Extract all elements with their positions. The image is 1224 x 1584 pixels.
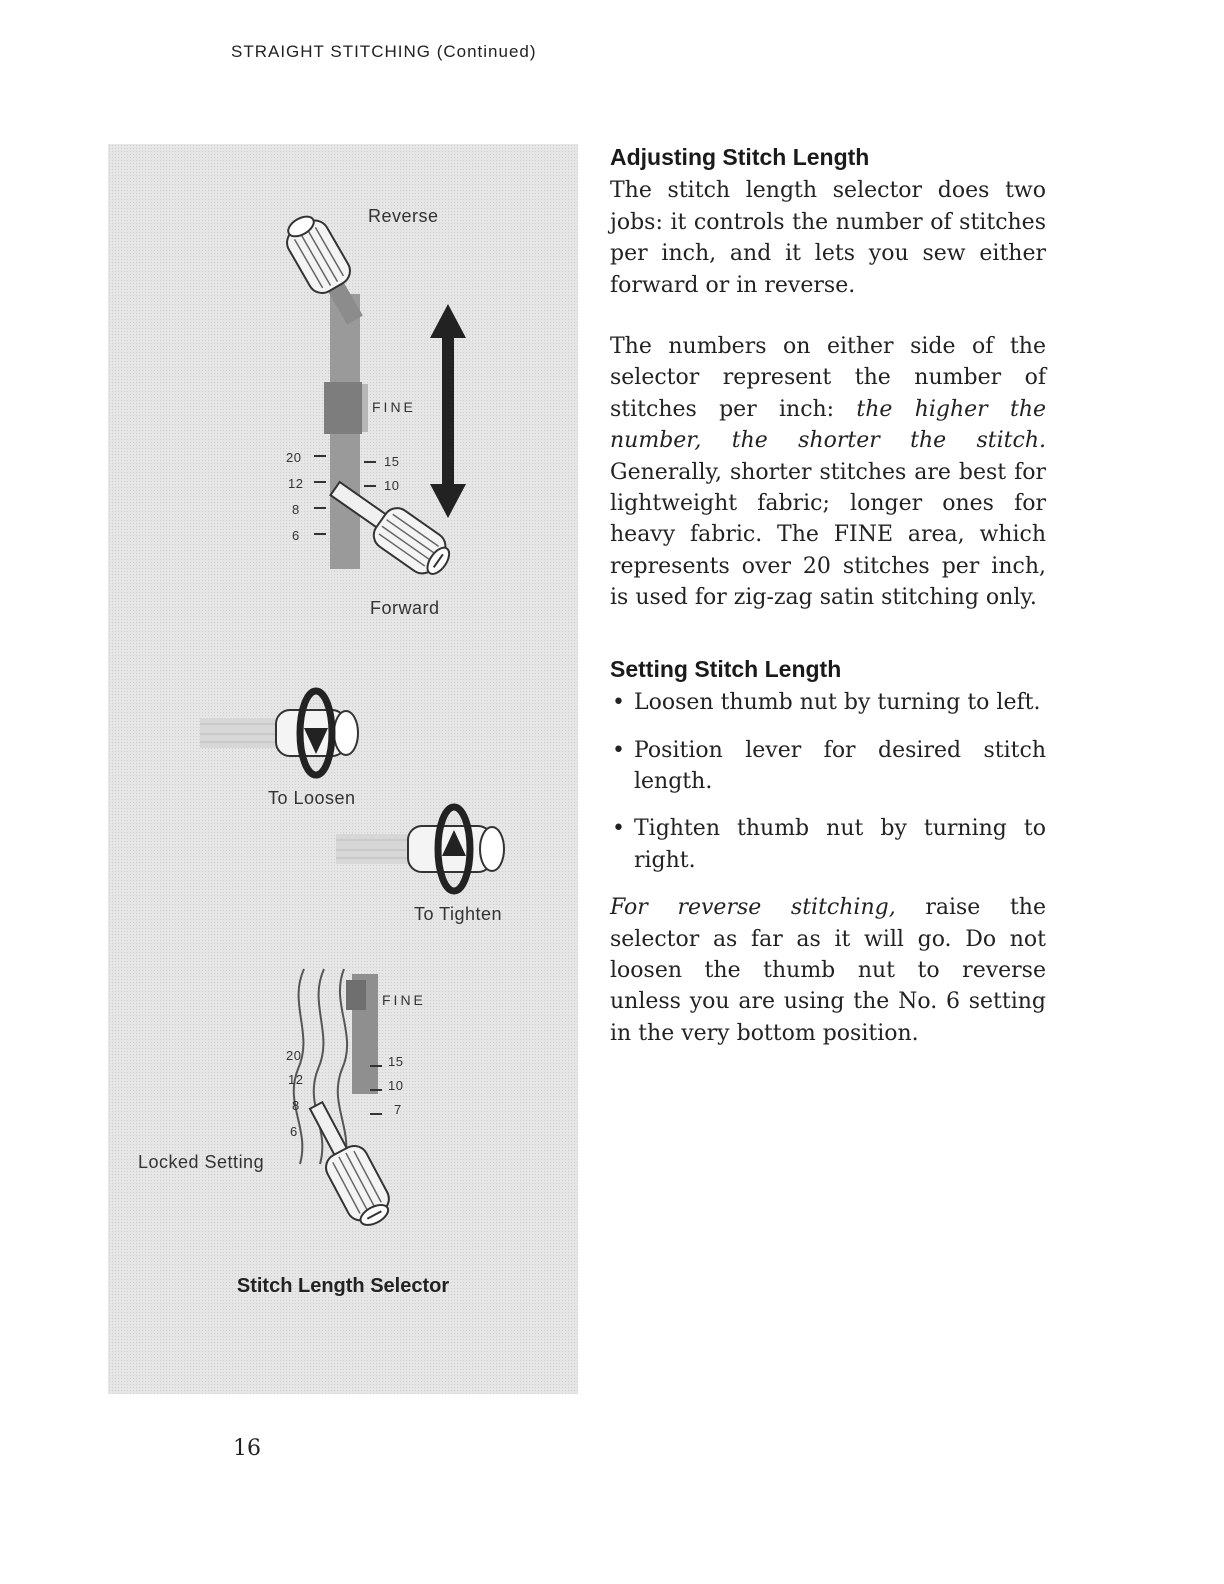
reverse-label: Reverse <box>368 206 439 226</box>
right-scale-15: 15 <box>384 454 400 469</box>
locked-scale-7: 7 <box>394 1102 402 1117</box>
section-title-adjusting: Adjusting Stitch Length <box>610 144 870 170</box>
stitch-selector-illustration <box>108 144 578 1394</box>
left-scale-20: 20 <box>286 450 302 465</box>
right-scale-10: 10 <box>384 478 400 493</box>
paragraph-reverse-note: For reverse stitching, raise the selector as far as it will go. Do not loosen the thumb nut to reverse unless you are using the No. 6 setting in the very bottom position. <box>610 895 1046 1046</box>
to-tighten-label: To Tighten <box>414 904 503 924</box>
text-column <box>610 142 1046 1049</box>
top-selector-drawing <box>278 209 466 584</box>
list-item: • Loosen thumb nut by turning to left. <box>612 690 1041 716</box>
emphasis-higher-number: the higher the number, the shorter the stitch. <box>610 396 1047 454</box>
left-scale-12: 12 <box>288 476 304 491</box>
locked-scale-10: 10 <box>388 1078 404 1093</box>
locked-setting-label: Locked Setting <box>138 1152 265 1172</box>
page-number: 16 <box>233 1436 261 1461</box>
list-item: • Position lever for desired stitch length. <box>612 737 1046 794</box>
locked-selector-drawing <box>294 969 398 1232</box>
page-header: STRAIGHT STITCHING (Continued) <box>231 42 537 61</box>
locked-scale-8: 8 <box>292 1098 300 1113</box>
forward-label: Forward <box>370 598 440 618</box>
steps-list <box>610 687 1046 876</box>
locked-scale-20: 20 <box>286 1048 302 1063</box>
fine-label-top: FINE <box>372 399 416 415</box>
left-scale-8: 8 <box>292 502 300 517</box>
paragraph-intro: The stitch length selector does two jobs: it controls the number of stitches per inch, and it lets you sew either forward or in reverse. <box>610 178 1046 298</box>
left-scale-6: 6 <box>292 528 300 543</box>
figure-panel <box>108 144 578 1394</box>
loosen-nut-drawing <box>200 691 358 775</box>
figure-caption: Stitch Length Selector <box>236 1275 450 1297</box>
to-loosen-label: To Loosen <box>268 788 356 808</box>
list-item: • Tighten thumb nut by turning to right. <box>612 816 1046 873</box>
locked-scale-6: 6 <box>290 1124 298 1139</box>
emphasis-reverse: For reverse stitching, <box>610 895 896 921</box>
paragraph-numbers: The numbers on either side of the selector represent the number of stitches per inch: the higher the number, the shorter the stitch. Generally, shorter stitches are best for lightweight fabric; longer ones for heavy fabric. The FINE area, which represents over 20 stitches per inch, is used for zig-zag satin stitching only. <box>610 334 1047 611</box>
section-title-setting: Setting Stitch Length <box>610 655 842 682</box>
locked-scale-12: 12 <box>288 1072 304 1087</box>
fine-label-locked: FINE <box>382 992 426 1008</box>
locked-scale-15: 15 <box>388 1054 404 1069</box>
tighten-nut-drawing <box>336 807 504 891</box>
